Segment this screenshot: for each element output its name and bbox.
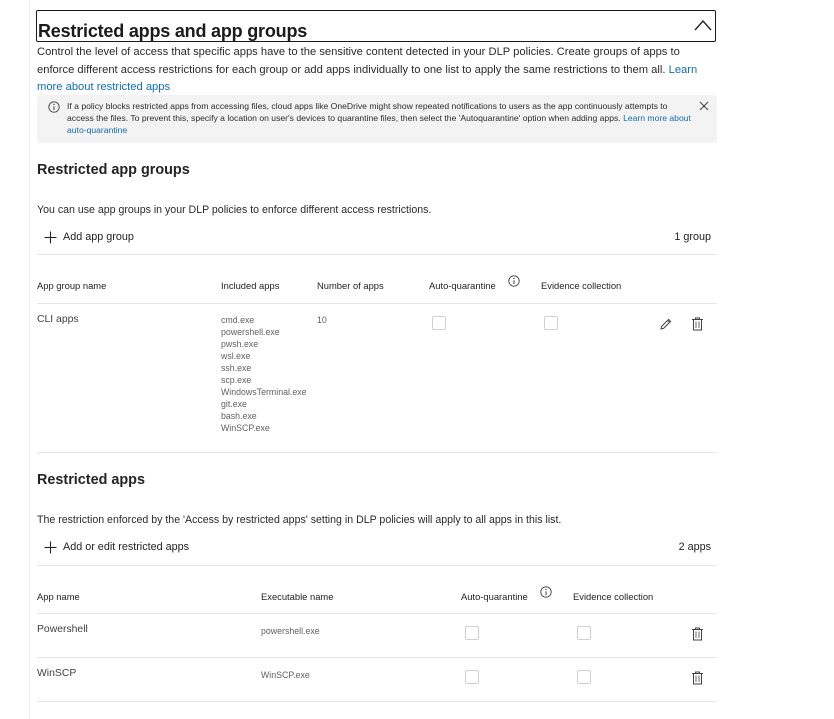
column-header-included-apps[interactable]: Included apps — [221, 280, 280, 291]
close-icon[interactable] — [699, 101, 709, 111]
included-apps-list — [221, 314, 311, 434]
left-divider — [29, 0, 30, 719]
executable-name: powershell.exe — [261, 626, 320, 636]
column-header-auto-quarantine[interactable]: Auto-quarantine — [429, 280, 496, 291]
column-header-evidence-collection[interactable]: Evidence collection — [541, 280, 622, 291]
divider — [37, 452, 717, 453]
restricted-apps-description: The restriction enforced by the 'Access by restricted apps' setting in DLP policies will apply to all apps in this list. — [37, 514, 562, 526]
column-header-auto-quarantine[interactable]: Auto-quarantine — [461, 591, 528, 602]
list-item: scp.exe — [221, 375, 252, 385]
app-groups-title: Restricted app groups — [37, 162, 190, 178]
column-header-number-of-apps[interactable]: Number of apps — [317, 280, 384, 291]
list-item: WinSCP.exe — [221, 423, 270, 433]
auto-quarantine-checkbox[interactable] — [432, 316, 446, 330]
learn-more-auto-quarantine-link[interactable]: Learn more about auto-quarantine — [67, 113, 691, 135]
info-circle-icon[interactable] — [540, 586, 552, 598]
evidence-collection-checkbox[interactable] — [544, 316, 558, 330]
add-app-group-button[interactable] — [44, 228, 134, 246]
info-bar-message: If a policy blocks restricted apps from accessing files, cloud apps like OneDrive might show repeated notifications to users as the app continuously attempts to access the files. To prevent this, specify a location on user's devices to quarantine files, then select the 'Autoquarantine' option when adding apps. — [67, 101, 668, 123]
list-item: wsl.exe — [221, 351, 251, 361]
divider — [37, 613, 717, 614]
list-item: cmd.exe — [221, 315, 255, 325]
divider — [37, 657, 717, 658]
app-name: WinSCP — [37, 668, 77, 679]
add-app-group-label: Add app group — [63, 231, 134, 243]
plus-icon — [44, 541, 57, 554]
list-item: WindowsTerminal.exe — [221, 387, 307, 397]
list-item: powershell.exe — [221, 327, 280, 337]
auto-quarantine-checkbox[interactable] — [465, 670, 479, 684]
info-circle-icon[interactable] — [508, 275, 520, 287]
info-icon — [48, 101, 60, 113]
list-item: bash.exe — [221, 411, 257, 421]
column-header-evidence-collection[interactable]: Evidence collection — [573, 591, 654, 602]
divider — [37, 565, 717, 566]
app-groups-command-bar — [37, 228, 717, 248]
add-or-edit-restricted-apps-button[interactable] — [44, 538, 189, 556]
plus-icon — [44, 231, 57, 244]
section-header[interactable] — [36, 10, 716, 42]
evidence-collection-checkbox[interactable] — [577, 670, 591, 684]
trash-icon[interactable] — [691, 627, 704, 641]
chevron-up-icon[interactable] — [694, 19, 712, 31]
executable-name: WinSCP.exe — [261, 670, 310, 680]
column-header-app-name[interactable]: App name — [37, 591, 80, 602]
app-group-name: CLI apps — [37, 314, 79, 325]
list-item: pwsh.exe — [221, 339, 259, 349]
section-intro — [37, 44, 719, 97]
add-or-edit-restricted-apps-label: Add or edit restricted apps — [63, 541, 190, 553]
list-item: ssh.exe — [221, 363, 252, 373]
section-intro-text: Control the level of access that specific apps have to the sensitive content detected in your DLP policies. Create groups of apps to enforce different access restrictions for each group or add apps individually to one list to apply the same restrictions to them all. — [37, 46, 680, 76]
restricted-apps-title: Restricted apps — [37, 472, 145, 488]
number-of-apps-value: 10 — [317, 315, 327, 325]
app-groups-count: 1 group — [674, 231, 711, 243]
app-name: Powershell — [37, 624, 88, 635]
divider — [37, 701, 717, 702]
trash-icon[interactable] — [691, 317, 704, 331]
auto-quarantine-info-bar — [37, 95, 717, 143]
learn-more-restricted-apps-link[interactable]: Learn more about restricted apps — [37, 63, 698, 93]
divider — [37, 254, 717, 255]
auto-quarantine-checkbox[interactable] — [465, 626, 479, 640]
restricted-apps-count: 2 apps — [678, 541, 711, 553]
restricted-apps-command-bar — [37, 538, 717, 558]
column-header-executable-name[interactable]: Executable name — [261, 591, 334, 602]
divider — [37, 303, 717, 304]
trash-icon[interactable] — [691, 671, 704, 685]
evidence-collection-checkbox[interactable] — [577, 626, 591, 640]
list-item: git.exe — [221, 399, 247, 409]
app-groups-description: You can use app groups in your DLP policies to enforce different access restrictions. — [37, 204, 432, 216]
section-title: Restricted apps and app groups — [38, 21, 308, 41]
info-bar-text — [67, 100, 693, 136]
pencil-icon[interactable] — [659, 317, 672, 331]
column-header-app-group-name[interactable]: App group name — [37, 280, 107, 291]
